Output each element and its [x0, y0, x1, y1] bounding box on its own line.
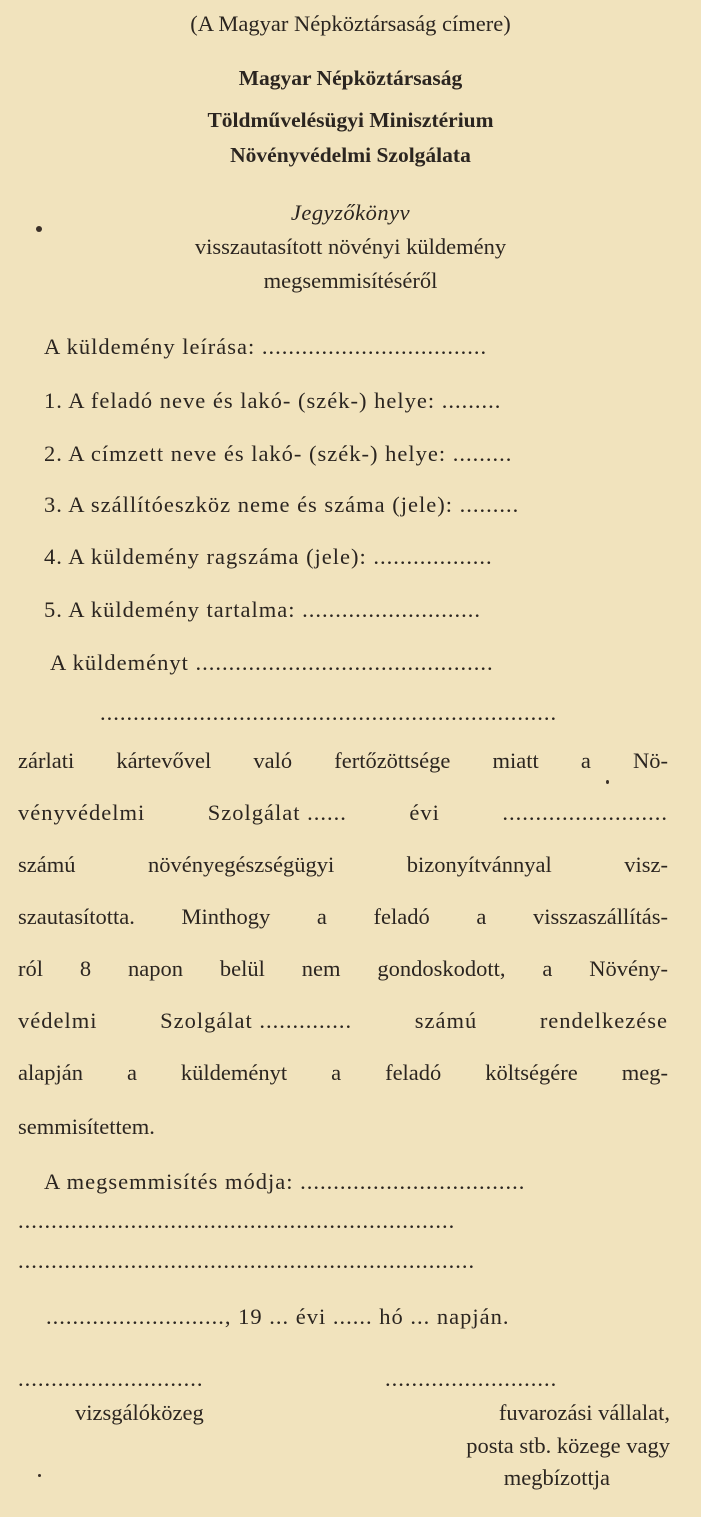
paragraph-line-5: ról 8 napon belül nem gondoskodott, a Növény-	[18, 956, 668, 981]
shipment-line: A küldeményt .............................................	[50, 650, 494, 675]
ink-speck	[38, 1474, 41, 1477]
org-line-2: Töldművelésügyi Minisztérium	[207, 108, 494, 132]
paragraph-line-8: semmisítettem.	[18, 1114, 155, 1139]
ink-speck	[606, 780, 609, 784]
destruction-blank-line-1: ..................................................................	[18, 1208, 456, 1233]
description-item-4: 4. A küldemény ragszáma (jele): ..................	[44, 544, 493, 569]
ink-speck	[36, 226, 42, 232]
org-line-1: Magyar Népköztársaság	[238, 66, 463, 90]
emblem-caption: (A Magyar Népköztársaság címere)	[190, 11, 511, 36]
paragraph-line-1: zárlati kártevővel való fertőzöttsége miatt a Nö-	[18, 748, 668, 773]
signature-label-carrier-2: posta stb. közege vagy	[466, 1433, 670, 1458]
signature-label-carrier-3: megbízottja	[503, 1465, 610, 1490]
shipment-blank-line: .....................................................................	[100, 700, 558, 725]
org-line-3: Növényvédelmi Szolgálata	[230, 143, 471, 167]
signature-label-carrier-1: fuvarozási vállalat,	[498, 1400, 670, 1425]
description-item-5: 5. A küldemény tartalma: ...........................	[44, 597, 481, 622]
destruction-blank-line-2: .....................................................................	[18, 1248, 476, 1273]
description-item-2: 2. A címzett neve és lakó- (szék-) helye: .........	[44, 441, 513, 466]
document-subject-line-2: megsemmisítéséről	[263, 268, 438, 293]
signature-line-right: ..........................	[385, 1366, 558, 1391]
paragraph-line-4: szautasította. Minthogy a feladó a visszaszállítás-	[18, 904, 668, 929]
date-place-line: ..........................., 19 ... évi ...... hó ... napján.	[46, 1304, 510, 1329]
paragraph-line-6: védelmi Szolgálat .............. számú rendelkezése	[18, 1008, 668, 1033]
signature-line-left: ............................	[18, 1366, 204, 1391]
paragraph-line-7: alapján a küldeményt a feladó költségére meg-	[18, 1060, 668, 1085]
destruction-method-line: A megsemmisítés módja: ..................................	[44, 1169, 526, 1194]
signature-label-inspector: vizsgálóközeg	[75, 1400, 204, 1425]
description-item-3: 3. A szállítóeszköz neme és száma (jele): .........	[44, 492, 520, 517]
document-subject-line-1: visszautasított növényi küldemény	[194, 234, 507, 259]
description-heading: A küldemény leírása: ..................................	[44, 334, 488, 359]
paragraph-line-2: vényvédelmi Szolgálat ...... évi .........................	[18, 800, 668, 825]
description-item-1: 1. A feladó neve és lakó- (szék-) helye: .........	[44, 388, 502, 413]
document-title: Jegyzőkönyv	[290, 200, 411, 225]
paragraph-line-3: számú növényegészségügyi bizonyítvánnyal visz-	[18, 852, 668, 877]
